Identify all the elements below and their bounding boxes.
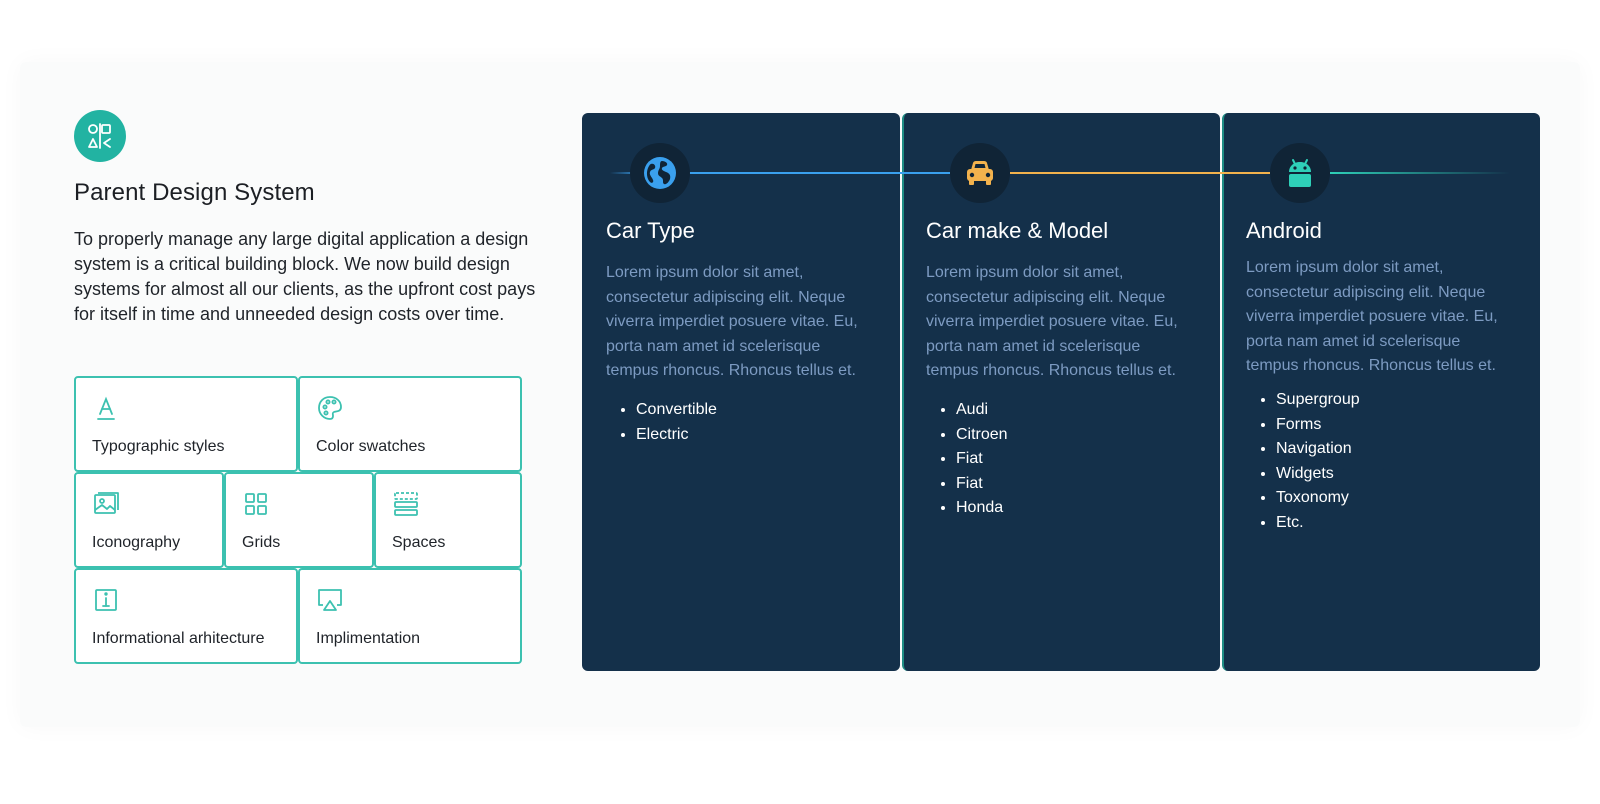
card-title: Android	[1246, 218, 1322, 243]
page-title: Parent Design System	[74, 179, 315, 206]
card-icon-circle	[630, 143, 690, 203]
spacing-icon	[392, 490, 420, 518]
tile-spaces[interactable]	[374, 472, 522, 568]
tile-grids[interactable]	[224, 472, 374, 568]
tile-label: Informational arhitecture	[92, 630, 265, 647]
grid-icon	[242, 490, 270, 518]
list-item: • Supergroup	[1276, 388, 1360, 413]
typography-icon	[92, 394, 120, 422]
list-item: • Toxonomy	[1276, 486, 1360, 511]
tile-label: Implimentation	[316, 630, 421, 647]
card-car-make-model	[902, 113, 1220, 671]
card-icon-circle	[1270, 143, 1330, 203]
card-list	[610, 398, 717, 447]
timeline-line-teal	[1330, 172, 1510, 174]
tile-typographic-styles[interactable]	[74, 376, 298, 472]
car-icon	[962, 155, 998, 191]
card-title: Car Type	[606, 218, 695, 243]
list-item: • Audi	[956, 398, 1008, 423]
list-item: • Convertible	[636, 398, 717, 423]
list-item: • Fiat	[956, 447, 1008, 472]
card-list	[1250, 388, 1360, 535]
card-title: Car make & Model	[926, 218, 1109, 243]
list-item: • Fiat	[956, 472, 1008, 497]
list-item: • Navigation	[1276, 437, 1360, 462]
tile-label: Typographic styles	[92, 438, 225, 455]
globe-icon	[642, 155, 678, 191]
card-description: Lorem ipsum dolor sit amet, consectetur adipiscing elit. Neque viverra imperdiet posuere vitae. Eu, porta nam amet id scelerisque tempus rhoncus. Rhoncus tellus et.	[1246, 259, 1498, 374]
list-item: • Electric	[636, 423, 717, 448]
list-item: • Citroen	[956, 423, 1008, 448]
list-item: • Etc.	[1276, 511, 1360, 536]
tile-informational-architecture[interactable]	[74, 568, 298, 664]
timeline-line-orange	[1010, 172, 1270, 174]
info-icon	[92, 586, 120, 614]
card-car-type	[582, 113, 900, 671]
palette-icon	[316, 394, 344, 422]
card-list	[930, 398, 1008, 521]
tile-label: Color swatches	[316, 438, 426, 455]
card-description: Lorem ipsum dolor sit amet, consectetur adipiscing elit. Neque viverra imperdiet posuere vitae. Eu, porta nam amet id scelerisque tempus rhoncus. Rhoncus tellus et.	[926, 264, 1178, 379]
tile-label: Grids	[242, 534, 281, 551]
design-system-tiles	[74, 376, 536, 670]
intro-description: To properly manage any large digital application a design system is a critical building block. We now build design systems for almost all our clients, as the upfront cost pays for itself in time and unneeded design costs over time.	[74, 229, 536, 324]
list-item: • Widgets	[1276, 462, 1360, 487]
card-icon-circle	[950, 143, 1010, 203]
list-item: • Honda	[956, 496, 1008, 521]
tile-color-swatches[interactable]	[298, 376, 522, 472]
android-icon	[1282, 155, 1318, 191]
image-icon	[92, 490, 120, 518]
tile-label: Iconography	[92, 534, 181, 551]
list-item: • Forms	[1276, 413, 1360, 438]
airplay-icon	[316, 586, 344, 614]
tile-implementation[interactable]	[298, 568, 522, 664]
tile-iconography[interactable]	[74, 472, 224, 568]
tile-label: Spaces	[392, 534, 446, 551]
design-system-logo-icon	[74, 110, 126, 162]
card-description: Lorem ipsum dolor sit amet, consectetur adipiscing elit. Neque viverra imperdiet posuere vitae. Eu, porta nam amet id scelerisque tempus rhoncus. Rhoncus tellus et.	[606, 264, 858, 379]
